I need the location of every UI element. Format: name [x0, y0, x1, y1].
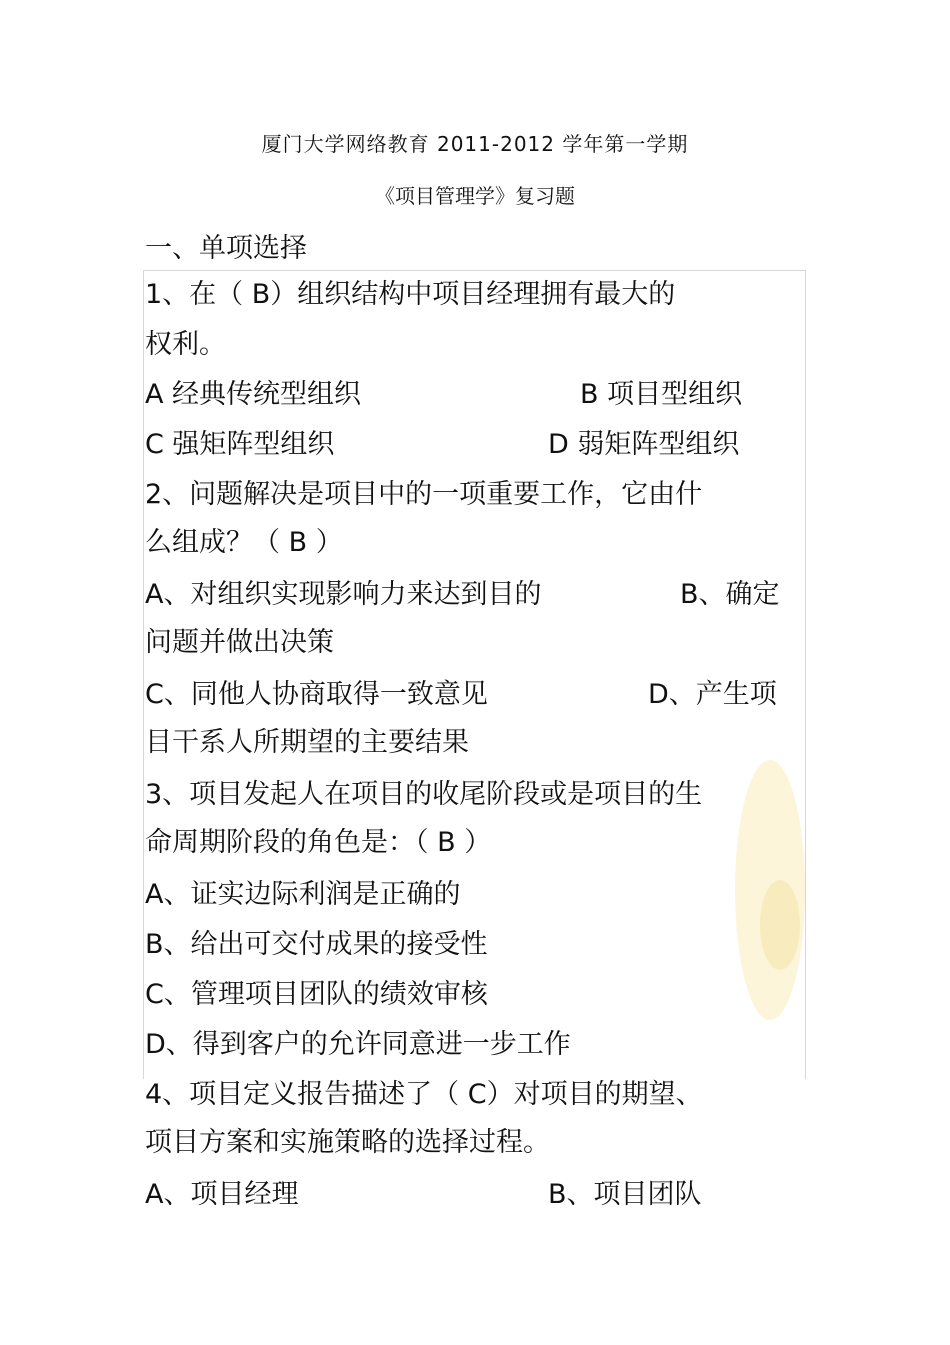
question-4-option-a: A、项目经理 — [145, 1179, 299, 1210]
question-2-line-1: 2、问题解决是项目中的一项重要工作，它由什 — [145, 479, 703, 510]
question-3-line-1: 3、项目发起人在项目的收尾阶段或是项目的生 — [145, 779, 703, 810]
question-3-option-d: D、得到客户的允许同意进一步工作 — [145, 1029, 571, 1060]
question-1-option-d: D 弱矩阵型组织 — [548, 429, 740, 460]
section-heading: 一、单项选择 — [145, 233, 307, 264]
document-title: 厦门大学网络教育 2011-2012 学年第一学期 — [261, 132, 689, 156]
question-1-option-b: B 项目型组织 — [580, 379, 743, 410]
question-3-option-b: B、给出可交付成果的接受性 — [145, 929, 488, 960]
question-4-option-b: B、项目团队 — [548, 1179, 702, 1210]
question-2-option-c: C、同他人协商取得一致意见 — [145, 679, 488, 710]
question-1-option-a: A 经典传统型组织 — [145, 379, 362, 410]
question-3-line-2: 命周期阶段的角色是：（ B ） — [145, 827, 492, 858]
question-1-line-2: 权利。 — [145, 329, 226, 360]
question-2-line-2: 么组成？（ B ） — [145, 527, 343, 558]
question-4-line-2: 项目方案和实施策略的选择过程。 — [145, 1127, 550, 1158]
question-2-option-d-cont: 目干系人所期望的主要结果 — [145, 727, 469, 758]
question-1-option-c: C 强矩阵型组织 — [145, 429, 335, 460]
question-4-line-1: 4、项目定义报告描述了（ C）对项目的期望、 — [145, 1079, 703, 1110]
question-2-option-b-cont: 问题并做出决策 — [145, 627, 334, 658]
question-3-option-c: C、管理项目团队的绩效审核 — [145, 979, 488, 1010]
question-2-option-b: B、确定 — [680, 579, 780, 610]
question-2-option-a: A、对组织实现影响力来达到目的 — [145, 579, 542, 610]
question-1-line-1: 1、在（ B）组织结构中项目经理拥有最大的 — [145, 279, 676, 310]
question-3-option-a: A、证实边际利润是正确的 — [145, 879, 461, 910]
question-2-option-d: D、产生项 — [648, 679, 777, 710]
document-subtitle: 《项目管理学》复习题 — [375, 184, 575, 208]
